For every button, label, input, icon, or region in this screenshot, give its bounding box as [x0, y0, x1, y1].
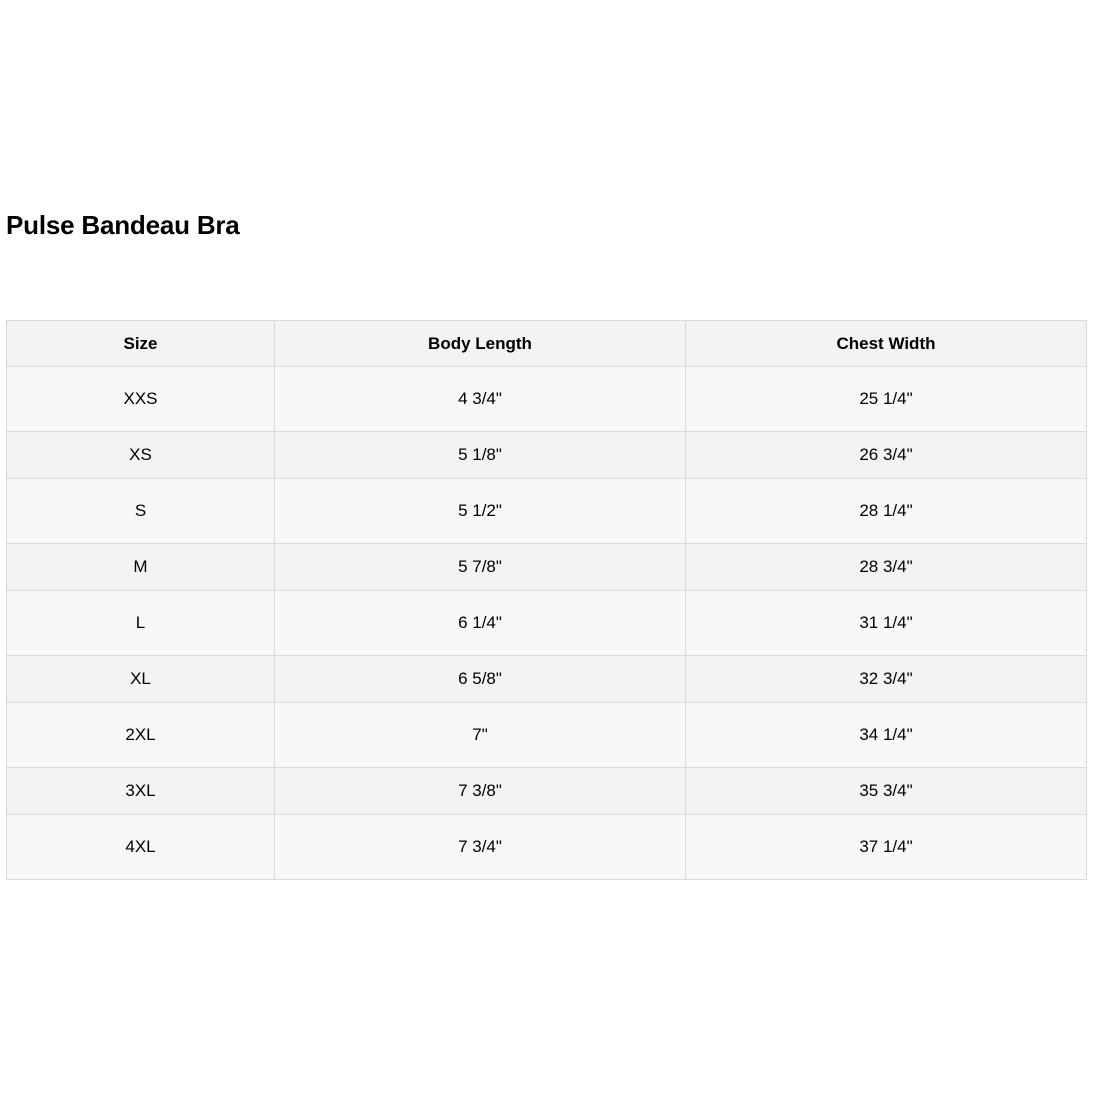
table-row: [7, 367, 1087, 432]
table-row: [7, 432, 1087, 479]
header-body-length: Body Length: [275, 321, 686, 367]
cell-size: M: [7, 544, 275, 591]
table-row: [7, 479, 1087, 544]
cell-body-length: 5 1/2": [275, 479, 686, 544]
table-header-row: [7, 321, 1087, 367]
cell-body-length: 7": [275, 703, 686, 768]
cell-chest-width: 28 3/4": [686, 544, 1087, 591]
table-row: [7, 591, 1087, 656]
cell-chest-width: 37 1/4": [686, 815, 1087, 880]
cell-body-length: 5 7/8": [275, 544, 686, 591]
cell-body-length: 7 3/4": [275, 815, 686, 880]
cell-size: XXS: [7, 367, 275, 432]
cell-size: L: [7, 591, 275, 656]
table-row: [7, 768, 1087, 815]
cell-chest-width: 26 3/4": [686, 432, 1087, 479]
page-title: Pulse Bandeau Bra: [6, 210, 240, 240]
table-row: [7, 815, 1087, 880]
cell-body-length: 7 3/8": [275, 768, 686, 815]
cell-chest-width: 25 1/4": [686, 367, 1087, 432]
cell-body-length: 4 3/4": [275, 367, 686, 432]
cell-size: XS: [7, 432, 275, 479]
cell-size: 4XL: [7, 815, 275, 880]
table-row: [7, 703, 1087, 768]
cell-chest-width: 31 1/4": [686, 591, 1087, 656]
cell-chest-width: 32 3/4": [686, 656, 1087, 703]
cell-body-length: 5 1/8": [275, 432, 686, 479]
cell-chest-width: 35 3/4": [686, 768, 1087, 815]
header-chest-width: Chest Width: [686, 321, 1087, 367]
cell-chest-width: 28 1/4": [686, 479, 1087, 544]
cell-size: S: [7, 479, 275, 544]
cell-size: 3XL: [7, 768, 275, 815]
cell-chest-width: 34 1/4": [686, 703, 1087, 768]
cell-body-length: 6 5/8": [275, 656, 686, 703]
cell-size: XL: [7, 656, 275, 703]
table-row: [7, 544, 1087, 591]
cell-size: 2XL: [7, 703, 275, 768]
table-row: [7, 656, 1087, 703]
cell-body-length: 6 1/4": [275, 591, 686, 656]
header-size: Size: [7, 321, 275, 367]
size-chart-table: [6, 320, 1087, 880]
